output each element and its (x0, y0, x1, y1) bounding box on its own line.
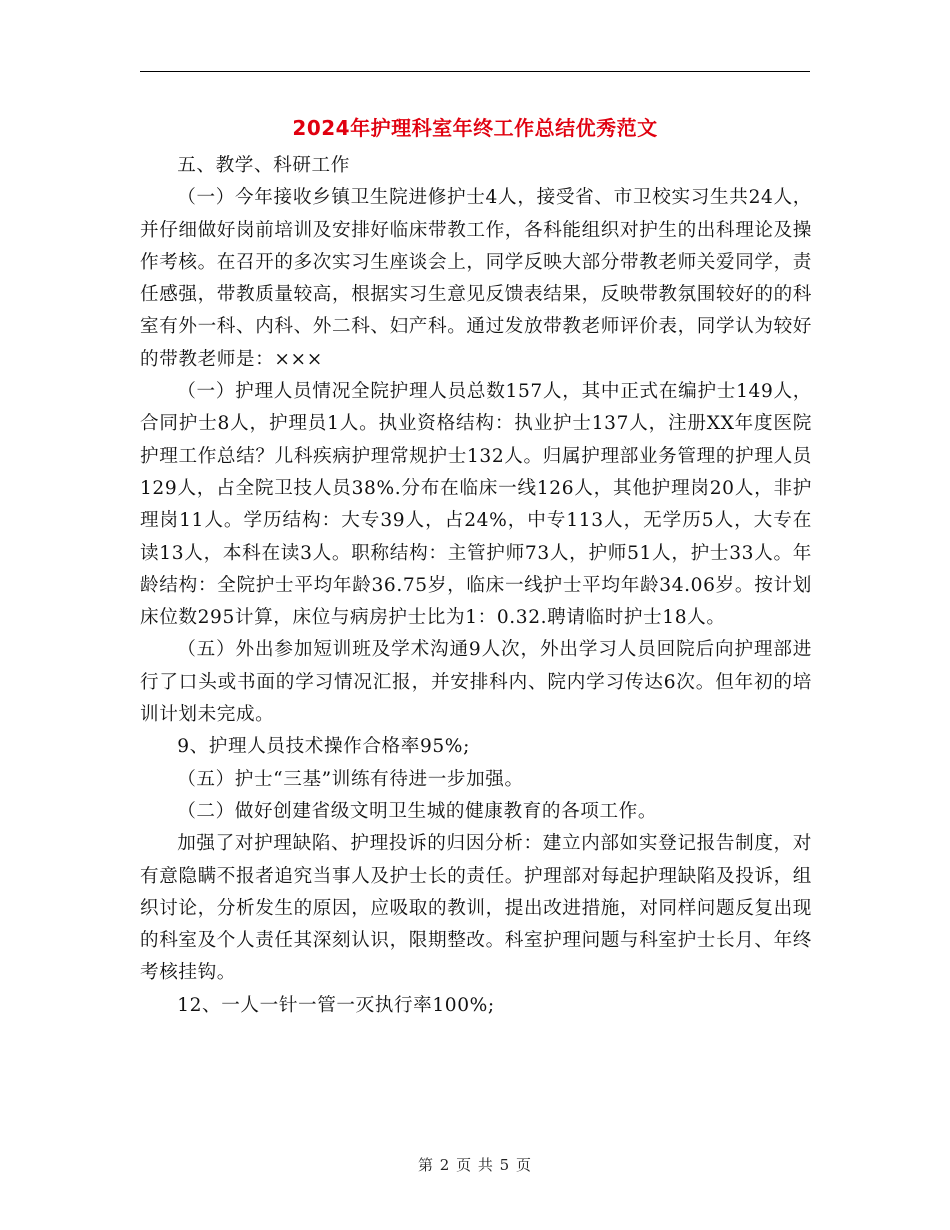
section-heading: 五、教学、科研工作 (177, 155, 350, 176)
paragraph: （一）护理人员情况全院护理人员总数157人，其中正式在编护士149人，合同护士8人，护理员1人。执业资格结构：执业护士137人，注册XX年度医院护理工作总结？儿科疾病护理常规护士132人。归属护理部业务管理的护理人员129人，占全院卫技人员38%.分布在临床一线126人，其他护理岗20人，非护理岗11人。学历结构：大专39人，占24%，中专113人，无学历5人，大专在读13人，本科在读3人。职称结构：主管护师73人，护师51人，护士33人。年龄结构：全院护士平均年龄36.75岁，临床一线护士平均年龄34.06岁。按计划床位数295计算，床位与病房护士比为1：0.32.聘请临时护士18人。 (140, 381, 812, 629)
page-number: 第 2 页 共 5 页 (418, 1156, 532, 1174)
paragraph: 加强了对护理缺陷、护理投诉的归因分析：建立内部如实登记报告制度，对有意隐瞒不报者追究当事人及护士长的责任。护理部对每起护理缺陷及投诉，组织讨论，分析发生的原因，应吸取的教训，提出改进措施，对同样问题反复出现的科室及个人责任其深刻认识，限期整改。科室护理问题与科室护士长月、年终考核挂钩。 (140, 833, 812, 984)
paragraph: 9、护理人员技术操作合格率95%; (177, 736, 470, 758)
paragraph: （五）外出参加短训班及学术沟通9人次，外出学习人员回院后向护理部进行了口头或书面的学习情况汇报，并安排科内、院内学习传达6次。但年初的培训计划未完成。 (140, 639, 812, 726)
document-body (140, 150, 812, 1022)
paragraph: （二）做好创建省级文明卫生城的健康教育的各项工作。 (177, 800, 658, 822)
paragraph: 12、一人一针一管一灭执行率100%; (177, 994, 495, 1016)
paragraph: （五）护士“三基”训练有待进一步加强。 (177, 768, 524, 790)
paragraph: （一）今年接收乡镇卫生院进修护士4人，接受省、市卫校实习生共24人，并仔细做好岗前培训及安排好临床带教工作，各科能组织对护生的出科理论及操作考核。在召开的多次实习生座谈会上，同学反映大部分带教老师关爱同学，责任感强，带教质量较高，根据实习生意见反馈表结果，反映带教氛围较好的的科室有外一科、内科、外二科、妇产科。通过发放带教老师评价表，同学认为较好的带教老师是：××× (140, 187, 812, 370)
header-rule (140, 71, 810, 72)
document-title: 2024年护理科室年终工作总结优秀范文 (292, 116, 658, 140)
